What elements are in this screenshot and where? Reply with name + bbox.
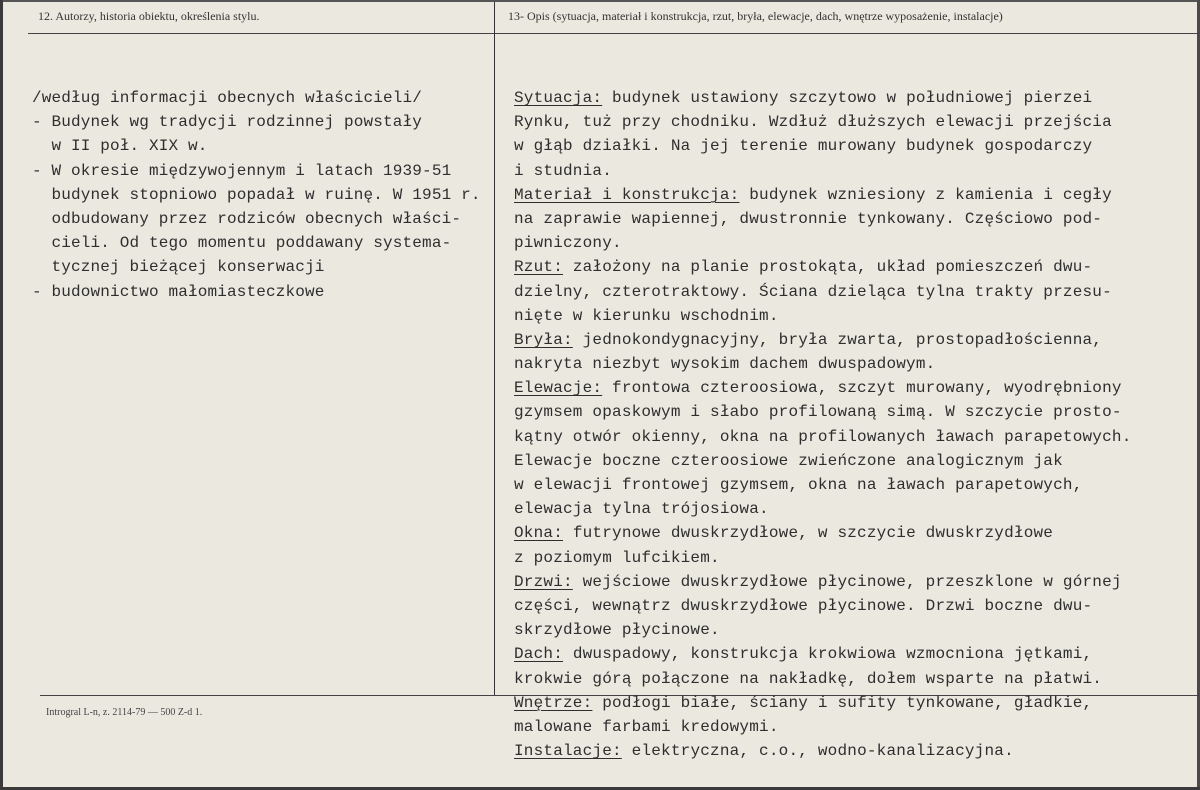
- description-text: w elewacji frontowej gzymsem, okna na ławach parapetowych,: [514, 476, 1083, 494]
- description-line: [514, 497, 1194, 521]
- section-13-heading: 13- Opis (sytuacja, materiał i konstrukcja, rzut, bryła, elewacje, dach, wnętrze wyposażenie, instalacje): [508, 9, 1003, 23]
- description-line: [514, 521, 1194, 545]
- description-text: dzielny, czterotraktowy. Ściana dzieląca tylna trakty przesu-: [514, 282, 1112, 301]
- description-text: elektryczna, c.o., wodno-kanalizacyjna.: [621, 742, 1014, 761]
- description-text: piwniczony.: [514, 234, 622, 253]
- section-label: Dach:: [514, 645, 564, 664]
- description-text: krokwie górą połączone na nakładkę, dołem wsparte na płatwi.: [514, 669, 1103, 688]
- section-label: Instalacje:: [514, 742, 622, 761]
- description-line: [514, 328, 1194, 352]
- history-line: - budownictwo małomiasteczkowe: [32, 282, 325, 301]
- description-text: dwuspadowy, konstrukcja krokwiowa wzmocniona jętkami,: [563, 645, 1093, 664]
- header-divider: [28, 33, 1200, 34]
- section-label: Materiał i konstrukcja:: [514, 185, 740, 204]
- description-line: [514, 352, 1194, 376]
- description-line: [514, 739, 1194, 763]
- description-text: futrynowe dwuskrzydłowe, w szczycie dwuskrzydłowe: [563, 524, 1054, 543]
- description-line: [514, 134, 1194, 158]
- description-line: [514, 715, 1194, 739]
- history-column: [32, 86, 492, 304]
- description-text: frontowa czteroosiowa, szczyt murowany, wyodrębniony: [602, 379, 1122, 398]
- description-text: i studnia.: [514, 161, 613, 180]
- section-label: Okna:: [514, 524, 564, 543]
- printer-imprint: Introgral L-n, z. 2114-79 — 500 Z-d 1.: [46, 707, 203, 718]
- description-line: [514, 642, 1194, 666]
- section-label: Wnętrze:: [514, 693, 593, 712]
- description-line: [514, 231, 1194, 255]
- description-line: [514, 691, 1194, 715]
- description-text: z poziomym lufcikiem.: [514, 548, 720, 567]
- description-text: budynek ustawiony szczytowo w południowej pierzei: [602, 89, 1093, 107]
- description-line: [514, 159, 1194, 183]
- description-text: jednokondygnacyjny, bryła zwarta, prostopadłościenna,: [572, 330, 1103, 349]
- history-line: w II poł. XIX w.: [32, 137, 208, 156]
- description-text: nięte w kierunku wschodnim.: [514, 306, 779, 325]
- history-line: budynek stopniowo popadał w ruinę. W 1951 r.: [32, 185, 481, 204]
- section-label: Sytuacja:: [514, 89, 603, 107]
- description-text: założony na planie prostokąta, układ pomieszczeń dwu-: [563, 258, 1093, 277]
- card-border-left: [0, 0, 3, 790]
- description-line: [514, 546, 1194, 570]
- description-text: budynek wzniesiony z kamienia i cegły: [739, 185, 1112, 204]
- description-line: [514, 618, 1194, 642]
- history-line: odbudowany przez rodziców obecnych właści-: [32, 209, 462, 228]
- description-line: [514, 570, 1194, 594]
- description-line: [514, 400, 1194, 424]
- description-line: [514, 110, 1194, 134]
- description-line: [514, 449, 1194, 473]
- description-line: [514, 86, 1194, 110]
- description-text: w głąb działki. Na jej terenie murowany budynek gospodarczy: [514, 137, 1093, 156]
- description-text: kątny otwór okienny, okna na profilowanych ławach parapetowych.: [514, 427, 1132, 446]
- section-label: Drzwi:: [514, 572, 573, 591]
- description-text: na zaprawie wapiennej, dwustronnie tynkowany. Częściowo pod-: [514, 209, 1103, 228]
- section-label: Rzut:: [514, 258, 564, 277]
- history-line: /według informacji obecnych właścicieli/: [32, 89, 423, 107]
- description-text: elewacja tylna trójosiowa.: [514, 500, 769, 519]
- description-line: [514, 473, 1194, 497]
- card-border-top: [0, 0, 1200, 2]
- description-text: podłogi białe, ściany i sufity tynkowane, gładkie,: [592, 693, 1093, 712]
- history-line: tycznej bieżącej konserwacji: [32, 258, 325, 277]
- description-line: [514, 376, 1194, 400]
- section-12-heading: 12. Autorzy, historia obiektu, określenia stylu.: [38, 9, 260, 23]
- history-line: - Budynek wg tradycji rodzinnej powstały: [32, 113, 423, 132]
- description-line: [514, 425, 1194, 449]
- description-text: części, wewnątrz dwuskrzydłowe płycinowe. Drzwi boczne dwu-: [514, 596, 1093, 615]
- description-text: skrzydłowe płycinowe.: [514, 621, 720, 640]
- description-text: Rynku, tuż przy chodniku. Wzdłuż dłuższych elewacji przejścia: [514, 113, 1112, 132]
- section-label: Elewacje:: [514, 379, 603, 398]
- description-column: [514, 86, 1194, 763]
- description-line: [514, 255, 1194, 279]
- history-line: cieli. Od tego momentu poddawany systema-: [32, 234, 452, 253]
- description-text: malowane farbami kredowymi.: [514, 717, 779, 736]
- description-line: [514, 304, 1194, 328]
- description-line: [514, 183, 1194, 207]
- column-divider: [494, 2, 495, 695]
- description-text: nakryta niezbyt wysokim dachem dwuspadowym.: [514, 355, 936, 374]
- section-label: Bryła:: [514, 330, 573, 349]
- description-line: [514, 594, 1194, 618]
- description-text: gzymsem opaskowym i słabo profilowaną simą. W szczycie prosto-: [514, 403, 1122, 422]
- description-line: [514, 207, 1194, 231]
- history-line: - W okresie międzywojennym i latach 1939-51: [32, 161, 452, 180]
- description-text: Elewacje boczne czteroosiowe zwieńczone analogicznym jak: [514, 451, 1063, 470]
- description-line: [514, 280, 1194, 304]
- description-text: wejściowe dwuskrzydłowe płycinowe, przeszklone w górnej: [572, 572, 1122, 591]
- description-line: [514, 667, 1194, 691]
